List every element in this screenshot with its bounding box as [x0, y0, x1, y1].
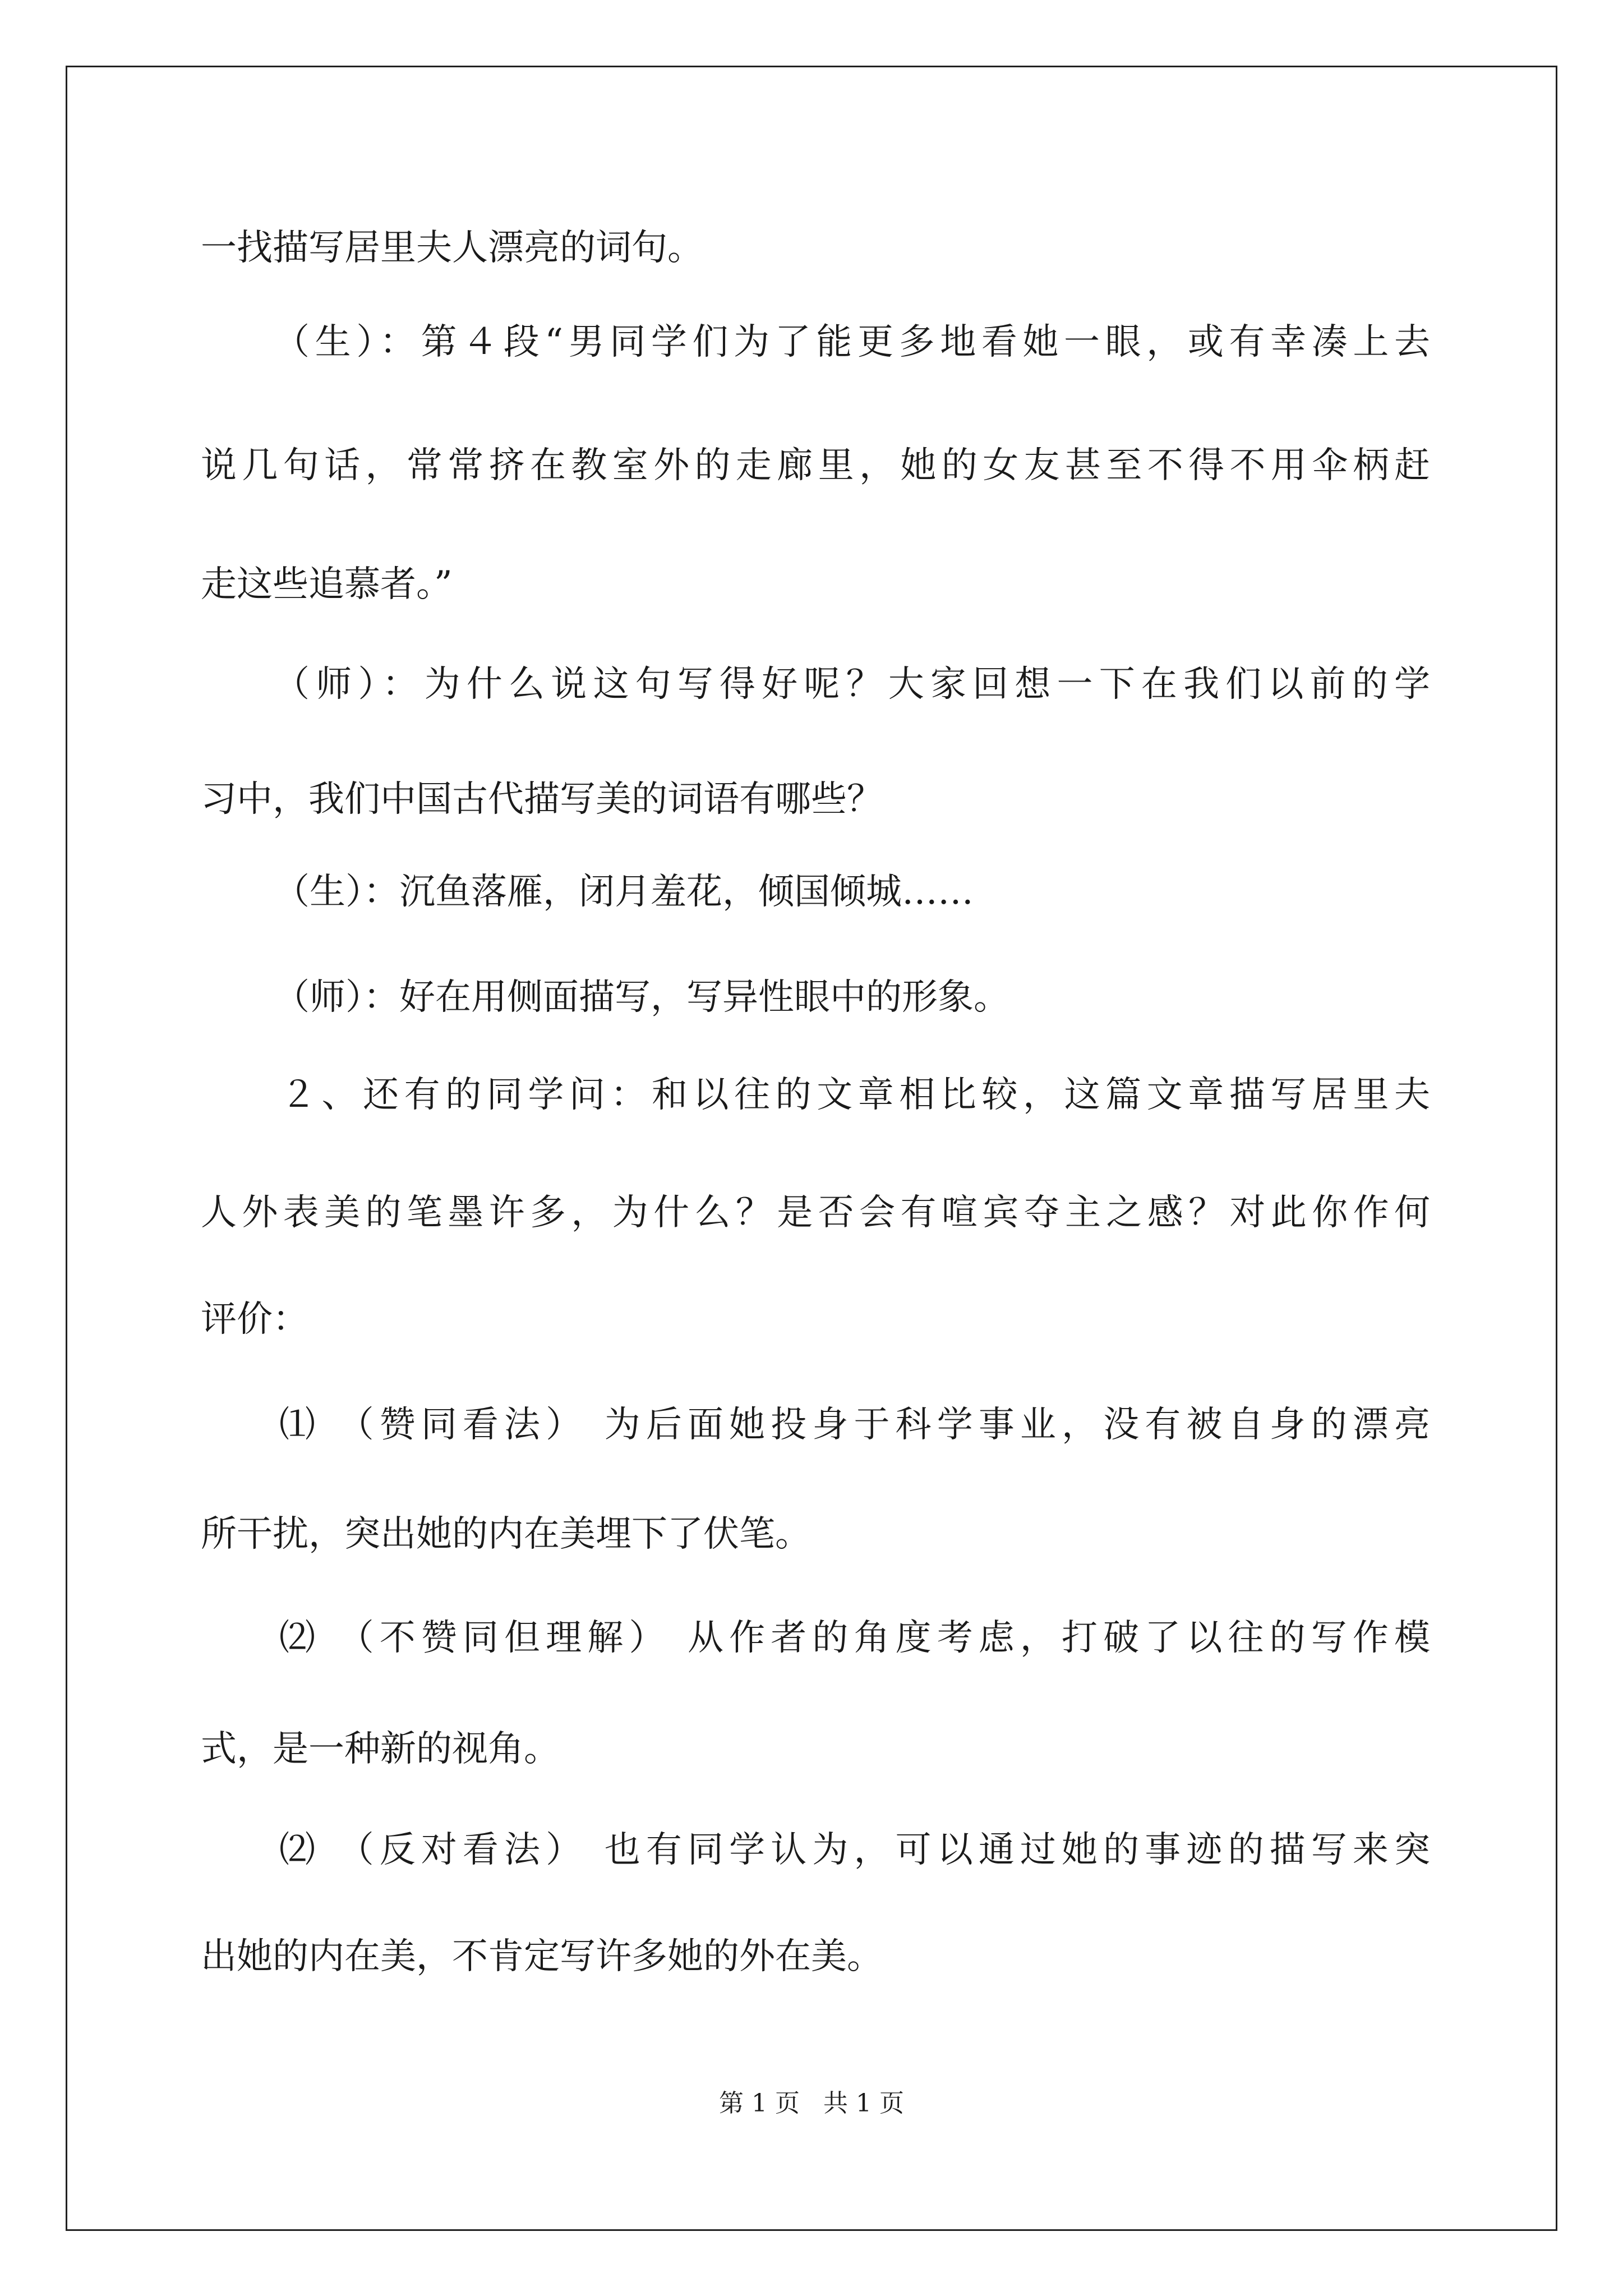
- text-line: （生）：第４段“男同学们为了能更多地看她一眼，或有幸凑上去: [274, 321, 1430, 363]
- text-line: 一找描写居里夫人漂亮的词句。: [201, 227, 703, 269]
- text-line: 评价：: [201, 1299, 308, 1340]
- text-line: （师）：为什么说这句写得好呢？大家回想一下在我们以前的学: [274, 664, 1430, 705]
- text-line: 习中，我们中国古代描写美的词语有哪些？: [201, 779, 883, 820]
- text-line: 走这些追慕者。”: [201, 564, 453, 605]
- text-line: ⑴ （赞同看法） 为后面她投身于科学事业，没有被自身的漂亮: [279, 1404, 1430, 1446]
- text-line: （生）：沉鱼落雁，闭月羞花，倾国倾城……: [274, 871, 974, 913]
- text-line: ⑵ （不赞同但理解） 从作者的角度考虑，打破了以往的写作模: [279, 1617, 1430, 1659]
- text-line: 式，是一种新的视角。: [201, 1728, 560, 1770]
- page-footer: 第 1 页 共 1 页: [719, 2089, 904, 2118]
- text-line: ⑵ （反对看法） 也有同学认为，可以通过她的事迹的描写来突: [279, 1829, 1430, 1871]
- text-line: 出她的内在美，不肯定写许多她的外在美。: [201, 1936, 883, 1977]
- text-line: 说几句话，常常挤在教室外的走廊里，她的女友甚至不得不用伞柄赶: [201, 445, 1430, 486]
- text-line: ２、还有的同学问：和以往的文章相比较，这篇文章描写居里夫: [280, 1074, 1430, 1116]
- text-line: （师）：好在用侧面描写，写异性眼中的形象。: [274, 977, 1009, 1018]
- text-line: 所干扰，突出她的内在美埋下了伏笔。: [201, 1513, 811, 1555]
- page-border: [66, 66, 1557, 2231]
- text-line: 人外表美的笔墨许多，为什么？是否会有喧宾夺主之感？对此你作何: [201, 1192, 1430, 1234]
